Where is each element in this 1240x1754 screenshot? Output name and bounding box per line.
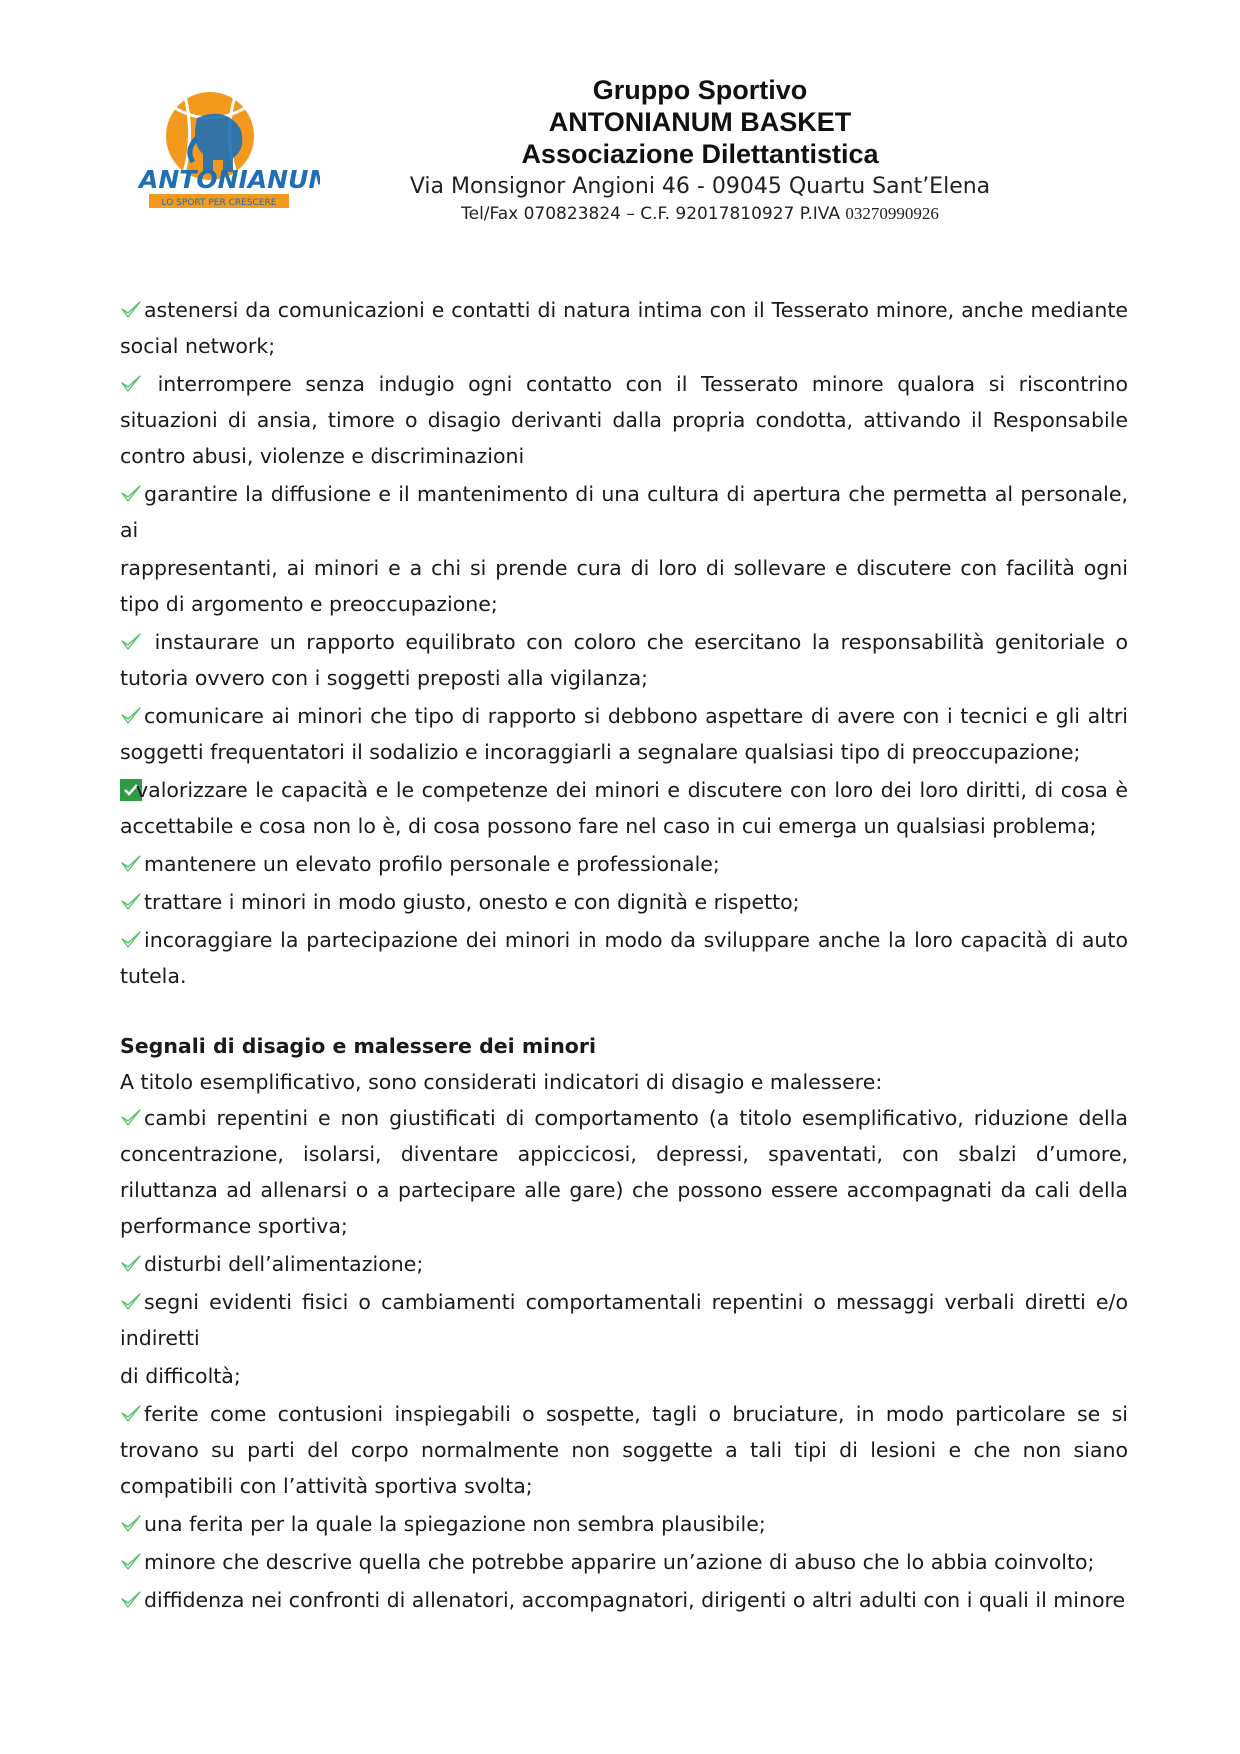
list-item-text: incoraggiare la partecipazione dei minori in modo da sviluppare anche la loro capacità di auto tutela. bbox=[120, 928, 1128, 988]
list-item bbox=[120, 1396, 1128, 1504]
logo-tagline: LO SPORT PER CRESCERE bbox=[161, 198, 277, 208]
signals-list bbox=[120, 1100, 1128, 1618]
list-item-text: trattare i minori in modo giusto, onesto e con dignità e rispetto; bbox=[144, 890, 800, 914]
list-item-text: comunicare ai minori che tipo di rapporto si debbono aspettare di avere con i tecnici e gli altri soggetti frequentatori il sodalizio e incoraggiarli a segnalare qualsiasi tipo di preoccupazione; bbox=[120, 704, 1128, 764]
checkmark-icon bbox=[120, 484, 142, 504]
list-item-text: garantire la diffusione e il mantenimento di una cultura di apertura che permetta al personale, ai bbox=[120, 482, 1128, 542]
list-item bbox=[120, 1246, 1128, 1282]
checkmark-icon bbox=[120, 1254, 142, 1274]
list-item bbox=[120, 922, 1128, 994]
checkmark-icon bbox=[120, 1292, 142, 1312]
header-line-2: ANTONIANUM BASKET bbox=[548, 107, 852, 137]
list-item-text: instaurare un rapporto equilibrato con coloro che esercitano la responsabilità genitoriale o tutoria ovvero con i soggetti preposti alla vigilanza; bbox=[120, 630, 1128, 690]
checkmark-icon bbox=[120, 1108, 142, 1128]
checkmark-icon bbox=[120, 300, 142, 320]
checkmark-icon bbox=[120, 1404, 142, 1424]
header-contact bbox=[360, 202, 1040, 226]
list-item bbox=[120, 1544, 1128, 1580]
conduct-list bbox=[120, 292, 1128, 994]
list-item-text: valorizzare le capacità e le competenze dei minori e discutere con loro dei loro diritti, di cosa è accettabile e cosa non lo è, di cosa possono fare nel caso in cui emerga un qualsiasi problema; bbox=[120, 778, 1128, 838]
header-tel-cf: Tel/Fax 070823824 – C.F. 92017810927 P.IVA bbox=[461, 204, 840, 224]
checkmark-icon bbox=[120, 632, 142, 652]
section-intro: A titolo esemplificativo, sono considerati indicatori di disagio e malessere: bbox=[120, 1070, 883, 1094]
list-item-text: diffidenza nei confronti di allenatori, accompagnatori, dirigenti o altri adulti con i quali il minore bbox=[144, 1588, 1126, 1612]
document-body bbox=[120, 292, 1128, 1620]
checkmark-icon bbox=[120, 930, 142, 950]
list-item-text: ferite come contusioni inspiegabili o sospette, tagli o bruciature, in modo particolare se si trovano su parti del corpo normalmente non soggette a tali tipi di lesioni e che non siano compatibili con l’attività sportiva svolta; bbox=[120, 1402, 1128, 1498]
section-heading: Segnali di disagio e malessere dei minori bbox=[120, 1034, 597, 1058]
logo-wordmark: ANTONIANUM bbox=[139, 165, 320, 194]
list-item bbox=[120, 292, 1128, 364]
list-item bbox=[120, 1100, 1128, 1244]
list-item bbox=[120, 698, 1128, 770]
checkmark-icon bbox=[120, 1552, 142, 1572]
list-item-text: disturbi dell’alimentazione; bbox=[144, 1252, 424, 1276]
header-address: Via Monsignor Angioni 46 - 09045 Quartu Sant’Elena bbox=[409, 174, 991, 199]
letterhead bbox=[360, 74, 1040, 226]
list-item bbox=[120, 624, 1128, 696]
checkmark-icon bbox=[120, 1590, 142, 1610]
list-item bbox=[120, 772, 1128, 844]
list-item-continuation: rappresentanti, ai minori e a chi si prende cura di loro di sollevare e discutere con facilità ogni tipo di argomento e preoccupazione; bbox=[120, 556, 1128, 616]
list-item bbox=[120, 884, 1128, 920]
checkmark-icon bbox=[120, 1514, 142, 1534]
checkmark-icon bbox=[120, 892, 142, 912]
list-item bbox=[120, 1284, 1128, 1356]
list-item-text: astenersi da comunicazioni e contatti di natura intima con il Tesserato minore, anche mediante social network; bbox=[120, 298, 1128, 358]
list-item bbox=[120, 1582, 1128, 1618]
checkmark-icon bbox=[120, 854, 142, 874]
header-line-3: Associazione Dilettantistica bbox=[521, 139, 879, 169]
antonianum-logo bbox=[135, 88, 320, 218]
list-item-text: cambi repentini e non giustificati di comportamento (a titolo esemplificativo, riduzione della concentrazione, isolarsi, diventare appiccicosi, depressi, spaventati, con sbalzi d’umore, riluttanza ad allenarsi o a partecipare alle gare) che possono essere accompagnati da cali della performance sportiva; bbox=[120, 1106, 1128, 1238]
list-item-text: segni evidenti fisici o cambiamenti comportamentali repentini o messaggi verbali diretti e/o indiretti bbox=[120, 1290, 1128, 1350]
list-item-text: una ferita per la quale la spiegazione non sembra plausibile; bbox=[144, 1512, 766, 1536]
list-item bbox=[120, 366, 1128, 474]
list-item bbox=[120, 476, 1128, 548]
list-item-text: interrompere senza indugio ogni contatto con il Tesserato minore qualora si riscontrino situazioni di ansia, timore o disagio derivanti dalla propria condotta, attivando il Responsabile contro abusi, violenze e discriminazioni bbox=[120, 372, 1128, 468]
list-item-continuation: di difficoltà; bbox=[120, 1364, 241, 1388]
header-line-1: Gruppo Sportivo bbox=[592, 75, 808, 105]
list-item-text: mantenere un elevato profilo personale e professionale; bbox=[144, 852, 720, 876]
list-item-text: minore che descrive quella che potrebbe apparire un’azione di abuso che lo abbia coinvolto; bbox=[144, 1550, 1095, 1574]
list-item bbox=[120, 1506, 1128, 1542]
checkmark-icon bbox=[120, 374, 142, 394]
header-piva: 03270990926 bbox=[845, 204, 939, 223]
list-item bbox=[120, 846, 1128, 882]
checkmark-icon bbox=[120, 706, 142, 726]
